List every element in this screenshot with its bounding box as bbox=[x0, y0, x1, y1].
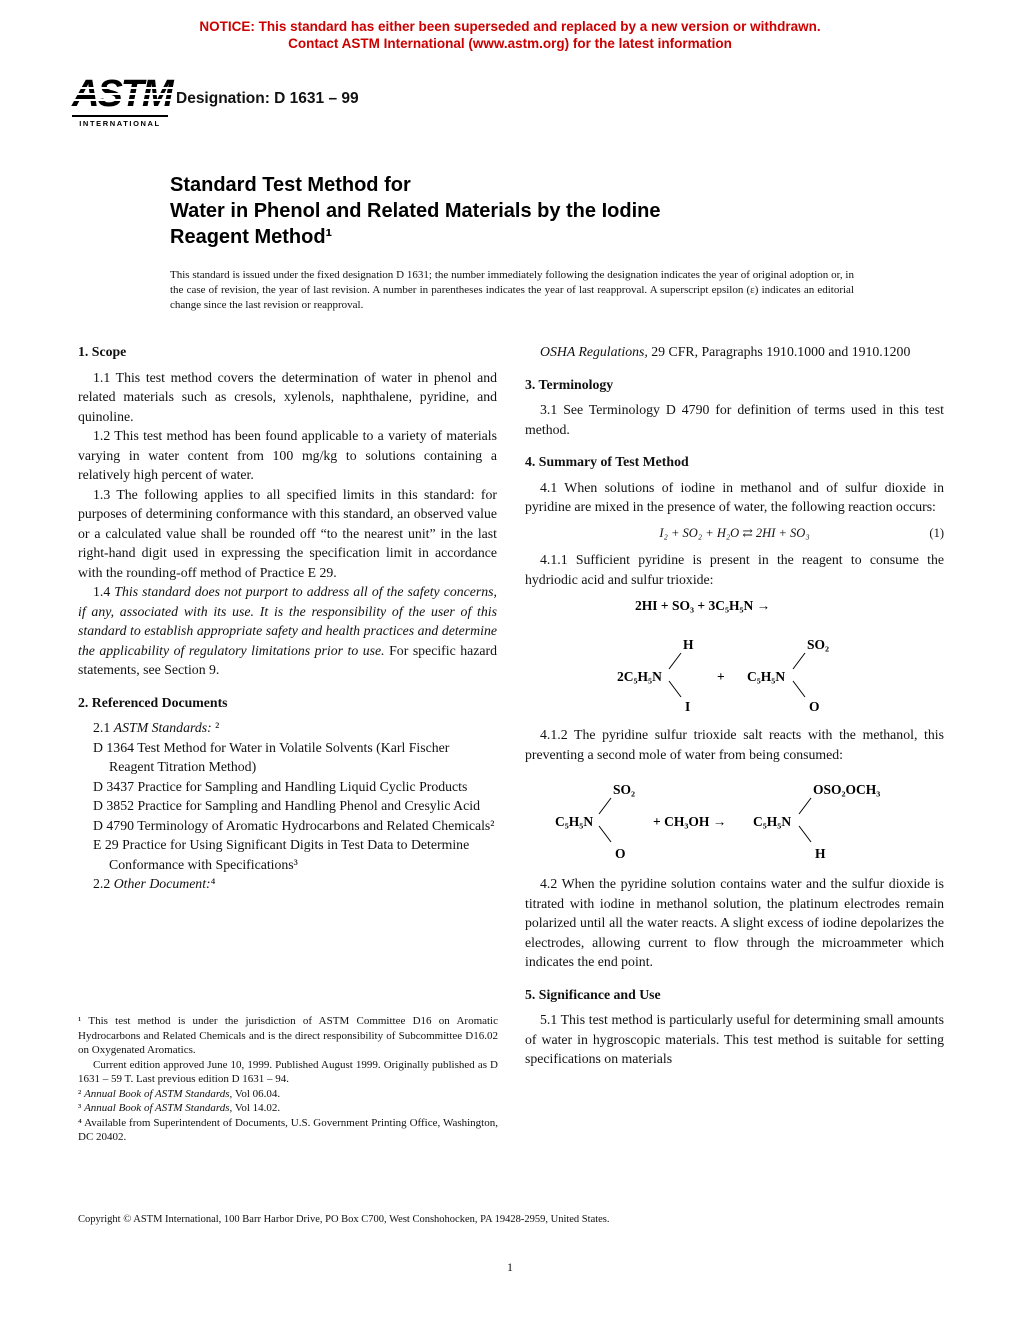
supersession-notice bbox=[0, 18, 1020, 52]
chem1-h-label: H bbox=[682, 637, 694, 652]
chem-structure-pyridine-salt bbox=[565, 595, 905, 717]
right-column bbox=[525, 342, 944, 1069]
paragraph-1-4 bbox=[78, 582, 497, 680]
section-heading-summary: 4. Summary of Test Method bbox=[525, 454, 689, 469]
logo-stripe-icon bbox=[69, 93, 175, 95]
document-title bbox=[170, 172, 870, 250]
section-heading-references: 2. Referenced Documents bbox=[78, 694, 228, 710]
footnote-2-rest: Vol 06.04. bbox=[232, 1087, 281, 1100]
reference-item-d3852: D 3852 Practice for Sampling and Handling Phenol and Cresylic Acid bbox=[93, 798, 481, 813]
paragraph-2-2-footnote-ref: ⁴ bbox=[210, 876, 216, 891]
paragraph-5-1: 5.1 This test method is particularly useful for determining small amounts of water in hygroscopic materials. This test method is suitable for setting specifications on materials bbox=[525, 1012, 944, 1066]
paragraph-4-1: 4.1 When solutions of iodine in methanol and of sulfur dioxide in pyridine are mixed in the presence of water, the following reaction occurs: bbox=[525, 479, 944, 514]
title-line-1: Standard Test Method for bbox=[170, 174, 411, 196]
chem2-h-label: H bbox=[814, 846, 826, 861]
paragraph-2-1-footnote-ref: ² bbox=[211, 720, 220, 735]
paragraph-1-3: 1.3 The following applies to all specified limits in this standard: for purposes of determining conformance with this standard, an observed value or a calculated value shall be rounded off “to the nearest unit” in the last right-hand digit used in expressing the specification limit in accordance with the rounding-off method of Practice E 29. bbox=[78, 486, 497, 580]
osha-italic: OSHA Regulations, bbox=[540, 344, 648, 359]
title-line-3: Reagent Method¹ bbox=[170, 226, 333, 248]
footnote-3-rest: Vol 14.02. bbox=[232, 1102, 281, 1114]
footnote-2-title: Annual Book of ASTM Standards, bbox=[84, 1087, 233, 1100]
equation-1-number: (1) bbox=[929, 525, 944, 540]
astm-logo-mark bbox=[72, 74, 172, 114]
footnote-4: ⁴ Available from Superintendent of Documents, U.S. Government Printing Office, Washington, DC 20402. bbox=[78, 1116, 498, 1143]
notice-line-2: Contact ASTM International (www.astm.org) for the latest information bbox=[288, 36, 732, 51]
footnote-1: ¹ This test method is under the jurisdiction of ASTM Committee D16 on Aromatic Hydrocarbons and Related Chemicals and is the direct responsibility of Subcommittee D16.02 on Oxygenated Aromatics. bbox=[78, 1015, 498, 1056]
astm-logo bbox=[72, 74, 168, 128]
chem1-plus: + bbox=[716, 669, 725, 684]
copyright-line: Copyright © ASTM International, 100 Barr Harbor Drive, PO Box C700, West Conshohocken, PA 19428-2959, United States. bbox=[78, 1214, 610, 1225]
chem2-oso2och3-label: OSO₂OCH₃ bbox=[812, 782, 880, 797]
chem1-right-group: C₅H₅N bbox=[746, 669, 785, 684]
chem1-i-label: I bbox=[684, 699, 690, 714]
paragraph-2-1-number: 2.1 bbox=[93, 720, 114, 735]
paragraph-1-4-number: 1.4 bbox=[93, 584, 115, 599]
logo-stripe-icon bbox=[69, 87, 175, 89]
section-heading-terminology: 3. Terminology bbox=[525, 376, 614, 392]
chem1-equation-line: 2HI + SO₃ + 3C₅H₅N → bbox=[634, 598, 770, 613]
reference-item-d1364: D 1364 Test Method for Water in Volatile Solvents (Karl Fischer Reagent Titration Method) bbox=[93, 739, 450, 774]
designation: Designation: D 1631 – 99 bbox=[176, 90, 359, 107]
paragraph-2-2 bbox=[78, 874, 497, 894]
bond-line bbox=[669, 653, 681, 669]
footnote-3 bbox=[78, 1101, 498, 1116]
paragraph-4-1-1: 4.1.1 Sufficient pyridine is present in the reagent to consume the hydriodic acid and sulfur trioxide: bbox=[525, 552, 944, 587]
footnote-2 bbox=[78, 1087, 498, 1102]
logo-stripe-icon bbox=[69, 99, 175, 101]
page-number: 1 bbox=[507, 1260, 513, 1274]
bond-line bbox=[793, 653, 805, 669]
section-heading-significance: 5. Significance and Use bbox=[525, 986, 661, 1002]
reference-item-e29: E 29 Practice for Using Significant Digits in Test Data to Determine Conformance with Specifications³ bbox=[93, 837, 470, 872]
paragraph-2-2-italic: Other Document: bbox=[113, 876, 211, 891]
chem2-so2-label: SO₂ bbox=[612, 782, 635, 797]
equation-1 bbox=[525, 524, 944, 544]
osha-roman: 29 CFR, Paragraphs 1910.1000 and 1910.1200 bbox=[647, 344, 911, 359]
paragraph-4-2: 4.2 When the pyridine solution contains water and the sulfur dioxide is titrated with iodine in methanol solution, the platinum electrodes remain polarized until all the water reacts. A slight excess of iodine depolarizes the electrodes, allowing current to flow through the microammeter which indicates the end point. bbox=[525, 876, 944, 969]
bond-line bbox=[799, 826, 811, 842]
chem2-left-group: C₅H₅N bbox=[554, 814, 593, 829]
footnote-1-edition: Current edition approved June 10, 1999. Published August 1999. Originally published as D 1631 – 59 T. Last previous edition D 1631 – 94. bbox=[78, 1058, 498, 1085]
chem-structure-methanol-reaction bbox=[535, 770, 935, 866]
footnote-3-title: Annual Book of ASTM Standards, bbox=[84, 1102, 233, 1114]
footnote-2-ref: ² bbox=[78, 1087, 85, 1100]
paragraph-1-4-italic: This standard does not purport to address all of the safety concerns, if any, associated with its use. It is the responsibility of the user of this standard to establish appropriate safety and health practices and determine the applicability of regulatory limitations prior to use. bbox=[78, 584, 497, 658]
footnotes-block bbox=[78, 1014, 498, 1145]
paragraph-3-1: 3.1 See Terminology D 4790 for definition of terms used in this test method. bbox=[525, 402, 944, 437]
footnote-3-ref: ³ bbox=[78, 1102, 85, 1114]
bond-line bbox=[799, 798, 811, 814]
bond-line bbox=[599, 826, 611, 842]
chem1-left-group: 2C₅H₅N bbox=[616, 669, 662, 684]
astm-logo-subtext: INTERNATIONAL bbox=[72, 115, 168, 128]
notice-line-1: NOTICE: This standard has either been superseded and replaced by a new version or withdrawn. bbox=[199, 19, 821, 34]
title-line-2: Water in Phenol and Related Materials by the Iodine bbox=[170, 200, 661, 222]
reference-item-d4790: D 4790 Terminology of Aromatic Hydrocarbons and Related Chemicals² bbox=[93, 817, 495, 833]
paragraph-2-1-italic: ASTM Standards: bbox=[113, 720, 212, 735]
paragraph-1-1: 1.1 This test method covers the determination of water in phenol and related materials such as cresols, xylenols, naphthalene, pyridine, and quinoline. bbox=[78, 369, 497, 424]
chem2-middle: + CH₃OH → bbox=[652, 814, 726, 829]
paragraph-1-4-roman: For specific hazard statements, see Section 9. bbox=[78, 642, 497, 677]
equation-1-formula: I₂ + SO₂ + H₂O ⇄ 2HI + SO₃ bbox=[659, 525, 810, 540]
issue-note: This standard is issued under the fixed designation D 1631; the number immediately following the designation indicates the year of original adoption or, in the case of revision, the year of last revision. A number in parentheses indicates the year of last reapproval. A superscript epsilon (ε) indicates an editorial change since the last revision or reapproval. bbox=[170, 269, 854, 311]
reference-item-d3437: D 3437 Practice for Sampling and Handling Liquid Cyclic Products bbox=[93, 778, 468, 794]
reference-item-osha bbox=[525, 342, 944, 362]
chem2-right-group: C₅H₅N bbox=[752, 814, 791, 829]
chem1-o-label: O bbox=[808, 699, 820, 714]
section-heading-scope: 1. Scope bbox=[78, 344, 127, 359]
chem1-so2-label: SO₂ bbox=[806, 637, 829, 652]
bond-line bbox=[793, 681, 805, 697]
bond-line bbox=[599, 798, 611, 814]
paragraph-4-1-2: 4.1.2 The pyridine sulfur trioxide salt reacts with the methanol, this preventing a second mole of water from being consumed: bbox=[525, 727, 944, 762]
bond-line bbox=[669, 681, 681, 697]
chem2-o-label: O bbox=[614, 846, 626, 861]
body-columns bbox=[78, 342, 945, 1069]
paragraph-2-2-number: 2.2 bbox=[93, 876, 114, 891]
paragraph-2-1 bbox=[78, 718, 497, 738]
left-column bbox=[78, 342, 497, 1069]
paragraph-1-2: 1.2 This test method has been found applicable to a variety of materials varying in water content from 100 mg/kg to solutions containing a relatively high percent of water. bbox=[78, 428, 497, 482]
